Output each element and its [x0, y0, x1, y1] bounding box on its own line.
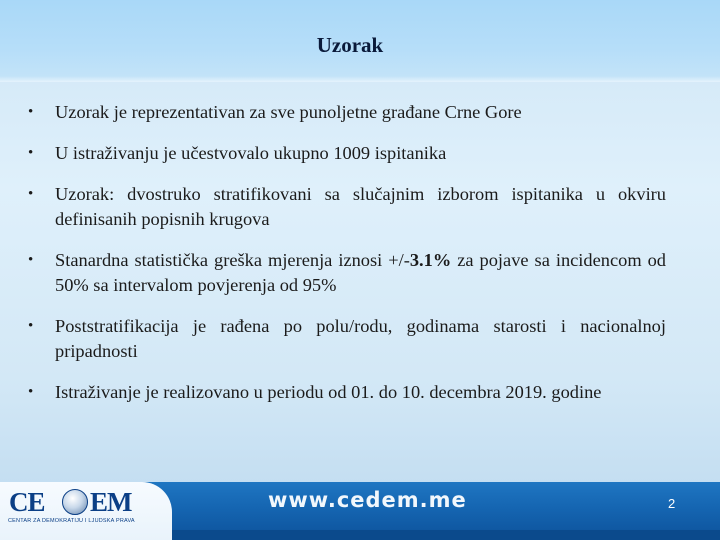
bullet-item	[26, 182, 666, 232]
bullet-text: Uzorak je reprezentativan za sve punoljetne građane Crne Gore	[55, 102, 522, 122]
bullet-item	[26, 380, 666, 405]
logo-globe-icon	[62, 489, 88, 515]
bullet-text-bold: 3.1%	[409, 250, 452, 270]
bullet-text: U istraživanju je učestvovalo ukupno 1009 ispitanika	[55, 143, 447, 163]
bullet-list	[26, 100, 666, 421]
bullet-dot-icon: •	[28, 186, 34, 202]
cedem-logo	[9, 487, 149, 517]
bullet-dot-icon: •	[28, 318, 34, 334]
bullet-item	[26, 141, 666, 166]
bullet-item	[26, 100, 666, 125]
bullet-dot-icon: •	[28, 252, 34, 268]
bullet-text: Istraživanje je realizovano u periodu od 01. do 10. decembra 2019. godine	[55, 382, 602, 402]
bullet-text: Uzorak: dvostruko stratifikovani sa slučajnim izborom ispitanika u okviru definisanih popisnih krugova	[55, 184, 666, 229]
bullet-text: Poststratifikacija je rađena po polu/rodu, godinama starosti i nacionalnoj pripadnosti	[55, 316, 666, 361]
logo-em-text: EM	[90, 487, 132, 517]
bullet-dot-icon: •	[28, 384, 34, 400]
logo-subtitle: CENTAR ZA DEMOKRATIJU I LJUDSKA PRAVA	[8, 518, 135, 524]
bullet-text-before: Stanardna statistička greška mjerenja iznosi +/-	[55, 250, 410, 270]
website-url: www.cedem.me	[268, 488, 467, 512]
logo-ce-text: CE	[9, 487, 45, 517]
bullet-dot-icon: •	[28, 104, 34, 120]
bullet-item	[26, 248, 666, 298]
slide-title: Uzorak	[316, 33, 384, 57]
page-number: 2	[668, 496, 676, 511]
bullet-text-after: za pojave sa incidencom od 50% sa intervalom povjerenja od 95%	[55, 250, 667, 295]
bullet-dot-icon: •	[28, 145, 34, 161]
bullet-item	[26, 314, 666, 364]
